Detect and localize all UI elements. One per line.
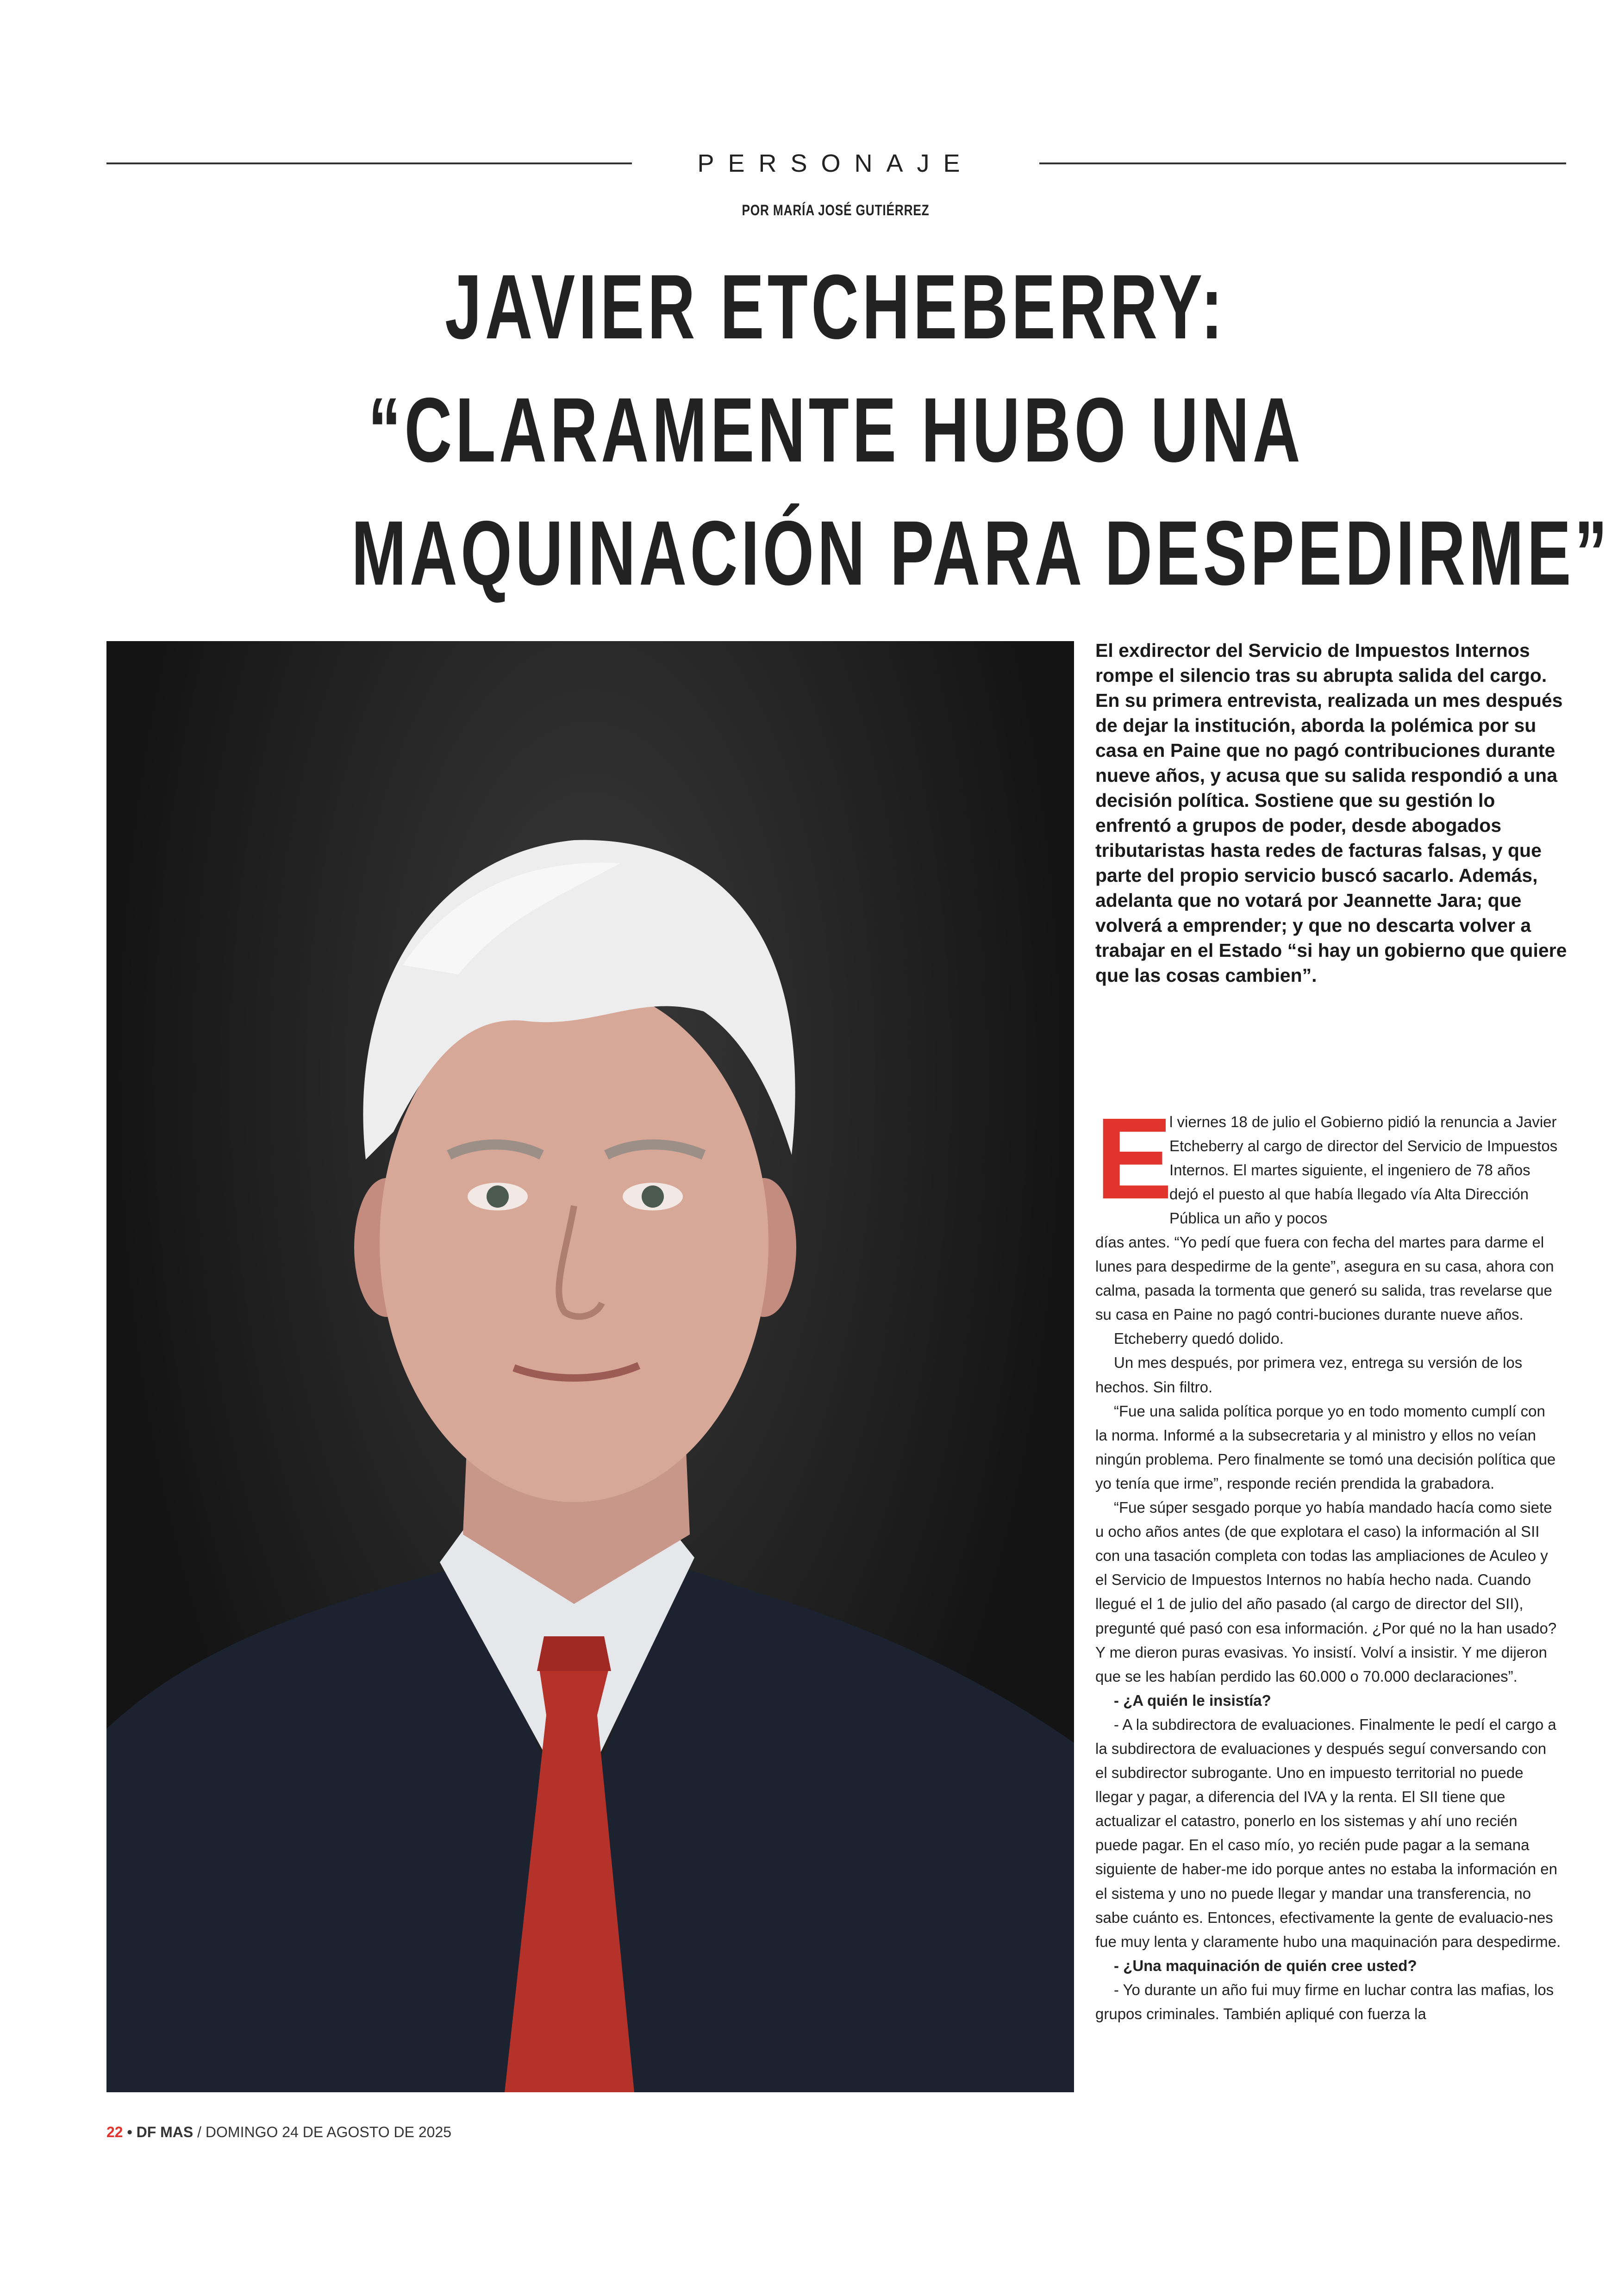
lede-paragraph: El exdirector del Servicio de Impuestos Internos rompe el silencio tras su abrupta salida del cargo. En su primera entrevista, realizada un mes después de dejar la institución, aborda la polémica por su casa en Paine que no pagó contribuciones durante nueve años, y acusa que su salida respondió a una decisión política. Sostiene que su gestión lo enfrentó a grupos de poder, desde abogados tributaristas hasta redes de facturas falsas, y que parte del propio servicio buscó sacarlo. Además, adelanta que no votará por Jeannette Jara; que volverá a emprender; y que no descarta volver a trabajar en el Estado “si hay un gobierno que quiere que las cosas cambien”. [1095, 640, 1567, 986]
portrait-illustration [106, 641, 1074, 2092]
body-intro: l viernes 18 de julio el Gobierno pidió la renuncia a Javier Etcheberry al cargo de director del Servicio de Impuestos Internos. El martes siguiente, el ingeniero de 78 años dejó el puesto al que había llegado vía Alta Dirección Pública un año y pocos [1169, 1113, 1558, 1227]
interview-answer: - A la subdirectora de evaluaciones. Finalmente le pedí el cargo a la subdirectora de evaluaciones y después seguí conversando con el subdirector subrogante. Uno en impuesto territorial no puede llegar y pagar, a diferencia del IVA y la renta. El SII tiene que actualizar el catastro, ponerlo en los sistemas y ahí uno recién puede pagar. En el caso mío, yo recién pude pagar a la semana siguiente de haber-me ido porque antes no estaba la información en el sistema y uno no puede llegar y mandar una transferencia, no sabe cuánto es. Entonces, efectivamente la gente de evaluacio-nes fue muy lenta y claramente hubo una maquinación para despedirme. [1095, 1715, 1561, 1950]
byline: POR MARÍA JOSÉ GUTIÉRREZ [742, 202, 930, 218]
magazine-name: • DF MAS [127, 2124, 194, 2140]
body-paragraph: días antes. “Yo pedí que fuera con fecha del martes para darme el lunes para despedirme de la gente”, asegura en su casa, ahora con calma, pasada la tormenta que generó su salida, tras revelarse que su casa en Paine no pagó contri-buciones durante nueve años. [1095, 1234, 1554, 1323]
page-number: 22 [106, 2124, 123, 2140]
body-paragraph: Un mes después, por primera vez, entrega su versión de los hechos. Sin filtro. [1095, 1354, 1523, 1396]
section-rule-right [1039, 162, 1566, 164]
interview-answer: - Yo durante un año fui muy firme en luchar contra las mafias, los grupos criminales. También apliqué con fuerza la [1095, 1981, 1554, 2022]
interview-question: - ¿Una maquinación de quién cree usted? [1114, 1957, 1417, 1974]
body-paragraph: “Fue súper sesgado porque yo había mandado hacía como siete u ocho años antes (de que explotara el caso) la información al SII con una tasación completa con todas las ampliaciones de Aculeo y el Servicio de Impuestos Internos no había hecho nada. Cuando llegué el 1 de julio del año pasado (al cargo de director del SII), pregunté qué pasó con esa información. ¿Por qué no la han usado? Y me dieron puras evasivas. Yo insistí. Volví a insistir. Y me dijeron que se les habían perdido las 60.000 o 70.000 declaraciones”. [1095, 1499, 1557, 1685]
body-paragraph: Etcheberry quedó dolido. [1114, 1330, 1284, 1347]
portrait-photo [106, 641, 1074, 2092]
issue-date: / DOMINGO 24 DE AGOSTO DE 2025 [197, 2124, 452, 2140]
body-paragraph: “Fue una salida política porque yo en todo momento cumplí con la norma. Informé a la subsecretaria y al ministro y ellos no veían ningún problema. Pero finalmente se tomó una decisión política que yo tenía que irme”, responde recién prendida la grabadora. [1095, 1402, 1556, 1492]
section-label: PERSONAJE [697, 150, 974, 177]
section-rule-left [106, 162, 632, 164]
headline [106, 245, 1611, 615]
interview-question: - ¿A quién le insistía? [1114, 1691, 1271, 1709]
headline-line-3: MAQUINACIÓN PARA DESPEDIRME” [351, 502, 1611, 604]
headline-line-2: “CLARAMENTE HUBO UNA [368, 379, 1304, 481]
article-body [1095, 1230, 1561, 2026]
headline-line-1: JAVIER ETCHEBERRY: [445, 256, 1226, 358]
drop-cap: E [1095, 1094, 1173, 1223]
page-footer [106, 2124, 451, 2141]
